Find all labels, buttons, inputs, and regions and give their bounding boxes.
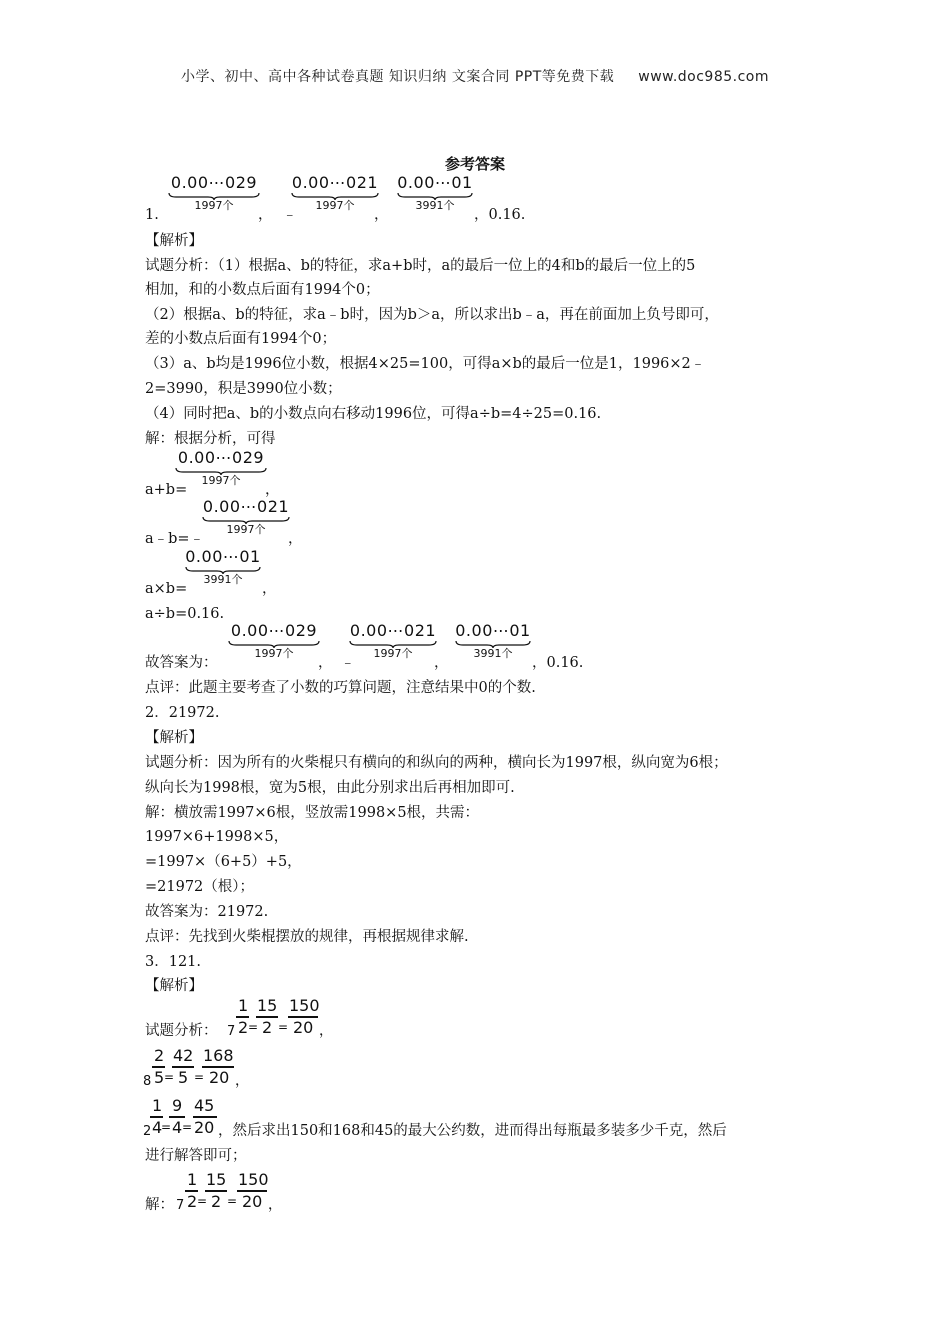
sum-label: a+b= <box>145 482 188 498</box>
whole-part: 7 <box>176 1198 185 1213</box>
overbrace-diff <box>289 174 381 212</box>
q3-number: 3．121. <box>145 954 202 970</box>
denominator: 2 <box>211 1192 222 1211</box>
overbrace-count: 1997个 <box>254 647 294 660</box>
numerator: 15 <box>206 1170 227 1189</box>
overbrace-value: 0.00⋯029 <box>177 448 265 467</box>
q1-solution-intro: 解：根据分析，可得 <box>145 431 276 447</box>
q3-analysis-tail: ，然后求出150和168和45的最大公约数，进而得出每瓶最多装多少千克，然后 <box>218 1123 727 1139</box>
overbrace-prod-3 <box>453 622 533 660</box>
page-header <box>0 66 950 86</box>
fraction-chain-2 <box>143 1046 253 1090</box>
q2-comment: 点评：先找到火柴棍摆放的规律，再根据规律求解. <box>145 929 469 945</box>
q2-answer: 故答案为：21972. <box>145 904 269 920</box>
q2-jiexi: 【解析】 <box>145 730 203 746</box>
overbrace-value: 0.00⋯021 <box>202 497 290 516</box>
numerator: 2 <box>154 1046 165 1065</box>
overbrace-count: 1997个 <box>226 523 266 536</box>
overbrace-count: 1997个 <box>194 199 234 212</box>
q2-solution-3: =1997×（6+5）+5， <box>145 854 302 870</box>
q1-tail-text: ，0.16. <box>474 207 526 223</box>
overbrace-prod <box>395 174 475 212</box>
header-text: 小学、初中、高中各种试卷真题 知识归纳 文案合同 PPT等免费下载 <box>180 69 615 85</box>
comma: ， <box>374 207 389 223</box>
whole-part: 8 <box>143 1074 152 1089</box>
comma: ， <box>265 482 280 498</box>
denominator: 5 <box>154 1068 165 1087</box>
numerator: 42 <box>173 1046 194 1065</box>
whole-part: 7 <box>227 1024 236 1039</box>
q1-analysis-3a: （3）a、b均是1996位小数，根据4×25=100，可得a×b的最后一位是1，1996×2﹣ <box>145 356 706 372</box>
comma: ， <box>268 1197 282 1213</box>
equals: = <box>248 1020 259 1034</box>
overbrace-value: 0.00⋯01 <box>397 173 473 192</box>
quotient: a÷b=0.16. <box>145 606 225 622</box>
comma: ， <box>258 207 273 223</box>
overbrace-value: 0.00⋯029 <box>230 621 318 640</box>
q1-analysis-4: （4）同时把a、b的小数点向右移动1996位，可得a÷b=4÷25=0.16. <box>145 406 602 422</box>
q1-jiexi: 【解析】 <box>145 233 203 249</box>
comma: ， <box>318 655 333 671</box>
q3-analysis-label: 试题分析： <box>145 1023 218 1039</box>
numerator: 150 <box>289 996 320 1015</box>
diff-label: a﹣b=﹣ <box>145 531 205 547</box>
denominator: 20 <box>194 1118 215 1137</box>
overbrace-sum <box>166 174 262 212</box>
denominator: 20 <box>293 1018 314 1037</box>
q3-solution-label: 解： <box>145 1197 174 1213</box>
minus-sign: ﹣ <box>282 207 297 223</box>
fraction-chain-1 <box>227 996 337 1040</box>
q1-comment: 点评：此题主要考查了小数的巧算问题，注意结果中0的个数. <box>145 680 536 696</box>
overbrace-sum-2 <box>173 449 269 487</box>
overbrace-value: 0.00⋯01 <box>185 547 261 566</box>
q3-jiexi: 【解析】 <box>145 978 203 994</box>
whole-part: 2 <box>143 1124 152 1139</box>
equals: = <box>194 1070 205 1084</box>
q1-analysis-1b: 相加，和的小数点后面有1994个0； <box>145 282 380 298</box>
overbrace-value: 0.00⋯021 <box>349 621 437 640</box>
overbrace-count: 3991个 <box>415 199 455 212</box>
numerator: 15 <box>257 996 278 1015</box>
comma: ， <box>262 581 277 597</box>
numerator: 1 <box>152 1096 163 1115</box>
q1-analysis-3b: 2=3990，积是3990位小数； <box>145 381 342 397</box>
answer-tail: ，0.16. <box>532 655 584 671</box>
numerator: 168 <box>203 1046 234 1065</box>
q1-analysis-1a: 试题分析：（1）根据a、b的特征，求a+b时，a的最后一位上的4和b的最后一位上的5 <box>145 258 696 274</box>
equals: = <box>164 1070 175 1084</box>
answer-sep1 <box>318 654 355 672</box>
header-url[interactable]: www.doc985.com <box>638 69 770 85</box>
overbrace-value: 0.00⋯021 <box>291 173 379 192</box>
q1-analysis-2b: 差的小数点后面有1994个0； <box>145 331 337 347</box>
q2-analysis-1: 试题分析：因为所有的火柴棍只有横向的和纵向的两种，横向长为1997根，纵向宽为6根； <box>145 755 728 771</box>
q3-analysis-tail-2: 进行解答即可； <box>145 1148 247 1164</box>
overbrace-prod-2 <box>183 548 263 586</box>
comma: ， <box>434 655 449 671</box>
denominator: 5 <box>178 1068 189 1087</box>
answer-sep2 <box>434 654 449 672</box>
q1-sep2 <box>374 206 389 224</box>
overbrace-count: 1997个 <box>315 199 355 212</box>
equals: = <box>182 1120 193 1134</box>
denominator: 4 <box>152 1118 163 1137</box>
overbrace-diff-3 <box>347 622 439 660</box>
q1-tail <box>474 206 525 224</box>
denominator: 4 <box>172 1118 183 1137</box>
overbrace-value: 0.00⋯01 <box>455 621 531 640</box>
equals: = <box>278 1020 289 1034</box>
overbrace-count: 1997个 <box>201 474 241 487</box>
overbrace-count: 1997个 <box>373 647 413 660</box>
numerator: 45 <box>194 1096 215 1115</box>
numerator: 1 <box>238 996 249 1015</box>
fraction-chain-4 <box>176 1170 286 1214</box>
equals: = <box>161 1120 172 1134</box>
denominator: 2 <box>262 1018 273 1037</box>
equals: = <box>227 1194 238 1208</box>
numerator: 150 <box>238 1170 269 1189</box>
numerator: 9 <box>172 1096 183 1115</box>
equals: = <box>197 1194 208 1208</box>
q1-sep1 <box>258 206 297 224</box>
comma: ， <box>319 1023 333 1039</box>
q2-number: 2．21972. <box>145 705 220 721</box>
denominator: 2 <box>238 1018 249 1037</box>
q1-num: 1. <box>145 207 159 223</box>
overbrace-count: 3991个 <box>203 573 243 586</box>
overbrace-sum-3 <box>226 622 322 660</box>
comma: ， <box>288 531 303 547</box>
q2-solution-2: 1997×6+1998×5， <box>145 829 289 845</box>
minus-sign: ﹣ <box>340 655 355 671</box>
denominator: 2 <box>187 1192 198 1211</box>
fraction-chain-3 <box>143 1096 223 1140</box>
q2-analysis-2: 纵向长为1998根，宽为5根，由此分别求出后再相加即可. <box>145 780 515 796</box>
overbrace-value: 0.00⋯029 <box>170 173 258 192</box>
denominator: 20 <box>209 1068 230 1087</box>
numerator: 1 <box>187 1170 198 1189</box>
overbrace-count: 3991个 <box>473 647 513 660</box>
q2-solution-1: 解：横放需1997×6根，竖放需1998×5根，共需： <box>145 805 480 821</box>
q2-solution-4: =21972（根）； <box>145 879 255 895</box>
overbrace-diff-2 <box>200 498 292 536</box>
page-title: 参考答案 <box>444 155 505 173</box>
answer-label: 故答案为： <box>145 655 218 671</box>
q1-number <box>145 206 159 224</box>
comma: ， <box>235 1073 249 1089</box>
denominator: 20 <box>242 1192 263 1211</box>
prod-label: a×b= <box>145 581 188 597</box>
q1-analysis-2a: （2）根据a、b的特征，求a﹣b时，因为b＞a，所以求出b﹣a，再在前面加上负号即可， <box>145 307 719 323</box>
